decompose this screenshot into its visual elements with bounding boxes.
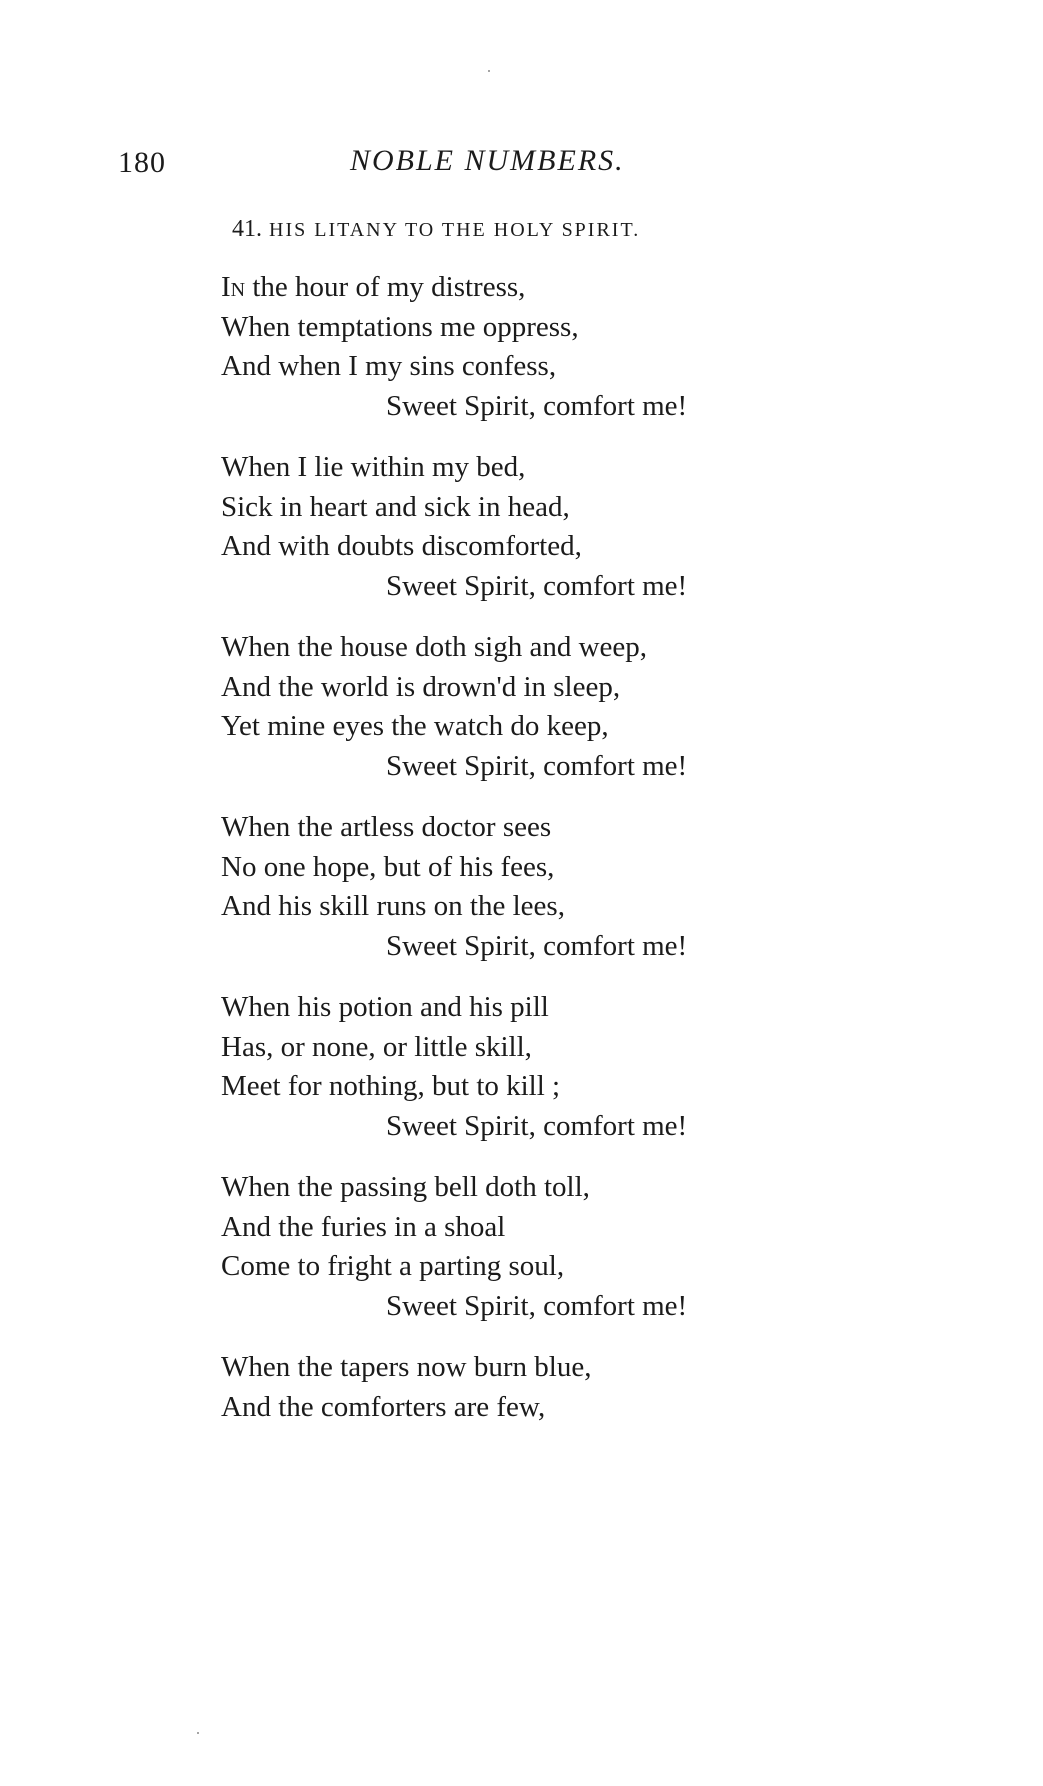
stanza-7 (221, 1348, 781, 1427)
poem-body (221, 268, 781, 1449)
refrain-line: Sweet Spirit, comfort me! (386, 749, 688, 782)
poem-line: No one hope, but of his fees, (221, 850, 555, 883)
refrain-line: Sweet Spirit, comfort me! (386, 1289, 688, 1322)
poem-line: Meet for nothing, but to kill ; (221, 1070, 561, 1102)
poem-line: Sick in heart and sick in head, (221, 490, 570, 523)
stanza-1 (221, 268, 781, 426)
refrain-line: Sweet Spirit, comfort me! (386, 569, 688, 602)
poem-line: And when I my sins confess, (221, 350, 557, 382)
stanza-3 (221, 628, 781, 786)
poem-line: Come to fright a parting soul, (221, 1250, 565, 1282)
running-head: NOBLE NUMBERS. (350, 144, 625, 177)
refrain-line: Sweet Spirit, comfort me! (386, 389, 688, 422)
poem-line: And the comforters are few, (221, 1390, 546, 1423)
poem-line: When his potion and his pill (221, 991, 549, 1023)
initial-word: In (221, 271, 246, 303)
poem-number: 41. (232, 216, 262, 242)
poem-line (221, 268, 781, 308)
poem-line: And the furies in a shoal (221, 1210, 506, 1243)
refrain-line: Sweet Spirit, comfort me! (386, 929, 688, 962)
poem-line: Yet mine eyes the watch do keep, (221, 710, 609, 742)
stanza-6 (221, 1168, 781, 1326)
print-speck-bottom (197, 1732, 199, 1734)
poem-line: When I lie within my bed, (221, 451, 526, 483)
poem-line: And with doubts discomforted, (221, 530, 582, 562)
page-number: 180 (118, 146, 166, 179)
poem-line: And his skill runs on the lees, (221, 890, 565, 922)
stanza-5 (221, 988, 781, 1146)
print-speck-top (488, 70, 490, 72)
poem-title (232, 216, 640, 243)
refrain-line: Sweet Spirit, comfort me! (386, 1109, 688, 1142)
poem-title-text: HIS LITANY TO THE HOLY SPIRIT. (269, 219, 641, 241)
stanza-2 (221, 448, 781, 606)
poem-line: When the artless doctor sees (221, 811, 552, 843)
poem-line: When the passing bell doth toll, (221, 1171, 590, 1203)
poem-line: And the world is drown'd in sleep, (221, 670, 621, 703)
poem-line: When the house doth sigh and weep, (221, 631, 648, 663)
stanza-4 (221, 808, 781, 966)
poem-line: Has, or none, or little skill, (221, 1030, 532, 1063)
poem-line: When the tapers now burn blue, (221, 1351, 592, 1383)
line-text: the hour of my distress, (245, 271, 526, 303)
poem-line: When temptations me oppress, (221, 310, 579, 343)
